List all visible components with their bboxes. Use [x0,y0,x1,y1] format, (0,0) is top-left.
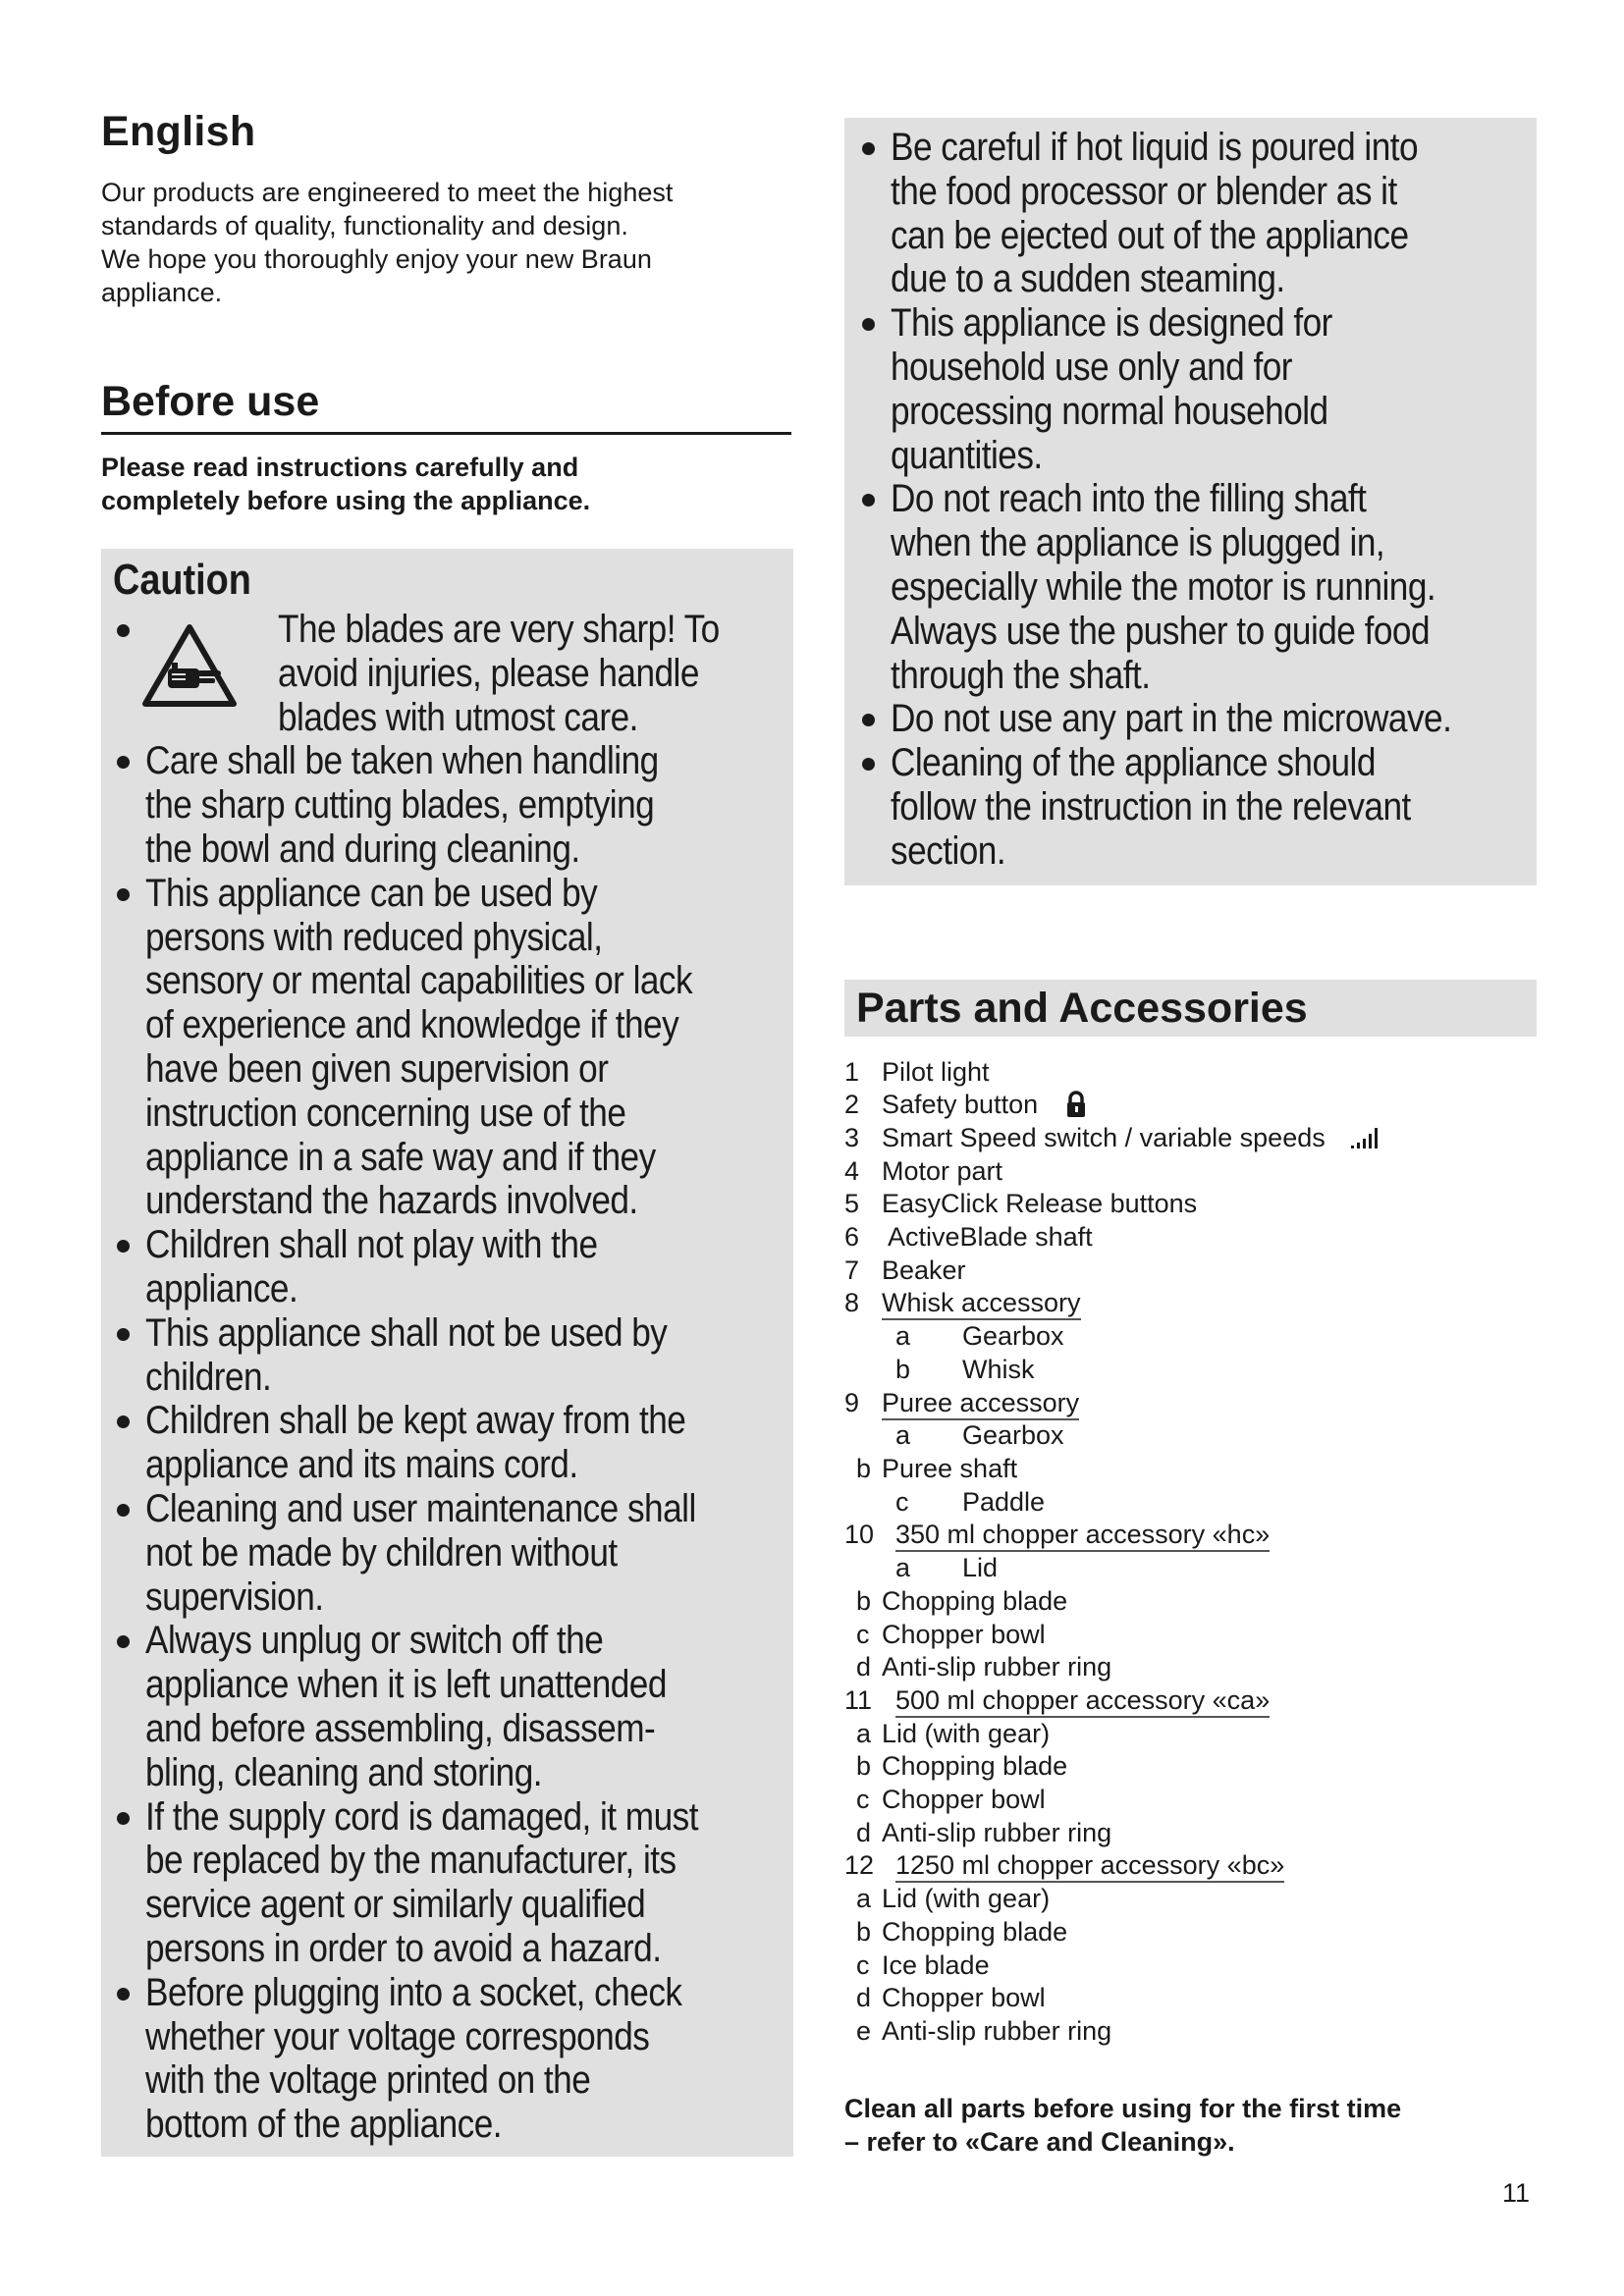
part-label: Chopper bowl [882,1619,1046,1649]
caution-line: service agent or similarly qualified [145,1883,646,1927]
part-item [844,1651,1537,1684]
part-sub-letter: c [856,1619,870,1649]
part-label: Ice blade [882,1949,990,1980]
intro-line: We hope you thoroughly enjoy your new Braun [101,244,652,274]
part-number: 9 [844,1387,860,1417]
part-label: Lid (with gear) [882,1884,1051,1914]
part-label: Anti-slip rubber ring [882,2015,1112,2046]
caution-line: especially while the motor is running. [891,564,1436,609]
part-label: Chopper bowl [882,1983,1046,2013]
part-item [844,2015,1537,2049]
caution-line: whether your voltage corresponds [145,2014,650,2058]
caution-line: Cleaning of the appliance should [891,741,1376,785]
caution-line: children. [145,1355,272,1399]
part-label: 500 ml chopper accessory «ca» [895,1685,1270,1718]
caution-item [113,1795,784,1971]
caution-line: appliance when it is left unattended [145,1663,667,1707]
part-item [844,1089,1537,1122]
part-label: Chopper bowl [882,1785,1046,1815]
speed-bars-icon [1351,1126,1382,1149]
part-sub-letter: a [895,1553,911,1583]
part-label: Chopping blade [882,1585,1068,1616]
caution-item [113,1399,784,1487]
part-label: Anti-slip rubber ring [882,1652,1112,1682]
note-line: Clean all parts before using for the first time [844,2093,1402,2123]
part-item [844,1585,1537,1619]
part-number: 5 [844,1189,860,1219]
caution-line: This appliance can be used by [145,871,598,915]
part-label: Puree accessory [882,1388,1079,1420]
part-sub-letter: a [856,1884,872,1914]
part-label: Motor part [882,1155,1003,1186]
part-number: 1 [844,1056,860,1087]
part-sub-letter: c [856,1785,870,1815]
part-label: Puree shaft [882,1453,1018,1483]
caution-item [113,1619,784,1794]
note-line: Please read instructions carefully and [101,453,579,482]
part-item [844,1552,1537,1585]
caution-line: follow the instruction in the relevant [891,784,1411,828]
intro-paragraph [101,176,793,309]
caution-item [113,872,784,1223]
caution-line: bling, cleaning and storing. [145,1750,543,1794]
caution-line: processing normal household [891,389,1328,433]
before-use-heading: Before use [101,378,791,435]
caution-line: section. [891,828,1006,873]
part-label: Beaker [882,1255,966,1285]
part-label: Pilot light [882,1056,990,1087]
part-sub-letter: c [856,1949,870,1980]
part-label: 350 ml chopper accessory «hc» [895,1520,1270,1552]
part-item [844,1453,1537,1486]
part-sub-letter: c [895,1486,909,1517]
caution-list [113,608,784,2147]
part-item [844,1320,1537,1354]
part-number: 11 [844,1684,873,1715]
part-label: Anti-slip rubber ring [882,1817,1112,1847]
part-item [844,1255,1537,1288]
caution-line: This appliance is designed for [891,301,1332,346]
part-item [844,1849,1537,1883]
part-label: Paddle [962,1486,1046,1517]
caution-line: Before plugging into a socket, check [145,1970,682,2014]
part-label: Lid (with gear) [882,1718,1051,1748]
caution-item [858,697,1527,741]
caution-line: Children shall not play with the [145,1223,598,1267]
caution-line: have been given supervision or [145,1046,609,1091]
part-item [844,1718,1537,1751]
part-number: 10 [844,1520,875,1550]
caution-item [858,741,1527,873]
caution-item [858,477,1527,697]
part-sub-letter: a [895,1321,911,1352]
part-label: Whisk [962,1354,1035,1384]
page-number: 11 [1502,2178,1531,2208]
part-item [844,1419,1537,1453]
caution-line: instruction concerning use of the [145,1091,626,1135]
part-label: Chopping blade [882,1916,1068,1947]
note-line: – refer to «Care and Cleaning». [844,2126,1235,2157]
caution-bullets [858,126,1527,874]
caution-line: Do not reach into the filling shaft [891,477,1367,521]
parts-list [844,1056,1537,2049]
part-sub-letter: b [856,1751,872,1782]
caution-line: through the shaft. [891,653,1151,697]
caution-line: understand the hazards involved. [145,1179,638,1223]
part-item [844,1287,1537,1320]
before-use-note [101,451,793,517]
part-item [844,1221,1537,1255]
caution-line: can be ejected out of the appliance [891,213,1409,257]
caution-item [113,1311,784,1400]
caution-line: appliance in a safe way and if they [145,1135,656,1179]
caution-line: persons in order to avoid a hazard. [145,1926,662,1970]
caution-line: persons with reduced physical, [145,915,603,959]
part-label: Smart Speed switch / variable speeds [882,1122,1326,1152]
caution-item [113,739,784,871]
caution-line: bottom of the appliance. [145,2103,503,2147]
part-sub-letter: d [856,1817,872,1847]
part-sub-letter: e [856,2015,872,2046]
part-label: 1250 ml chopper accessory «bc» [895,1850,1284,1883]
part-item [844,1883,1537,1916]
part-number: 3 [844,1122,860,1152]
caution-box [101,549,793,2157]
caution-line: Be careful if hot liquid is poured into [891,126,1419,169]
caution-line: the sharp cutting blades, emptying [145,783,655,828]
language-heading: English [101,108,256,155]
part-item [844,1056,1537,1090]
caution-line: not be made by children without [145,1530,618,1575]
caution-line: of experience and knowledge if they [145,1003,679,1047]
caution-line: with the voltage printed on the [145,2058,591,2103]
caution-line: due to a sudden steaming. [891,257,1285,301]
intro-line: appliance. [101,278,223,307]
right-column [844,118,1537,2159]
part-label: Lid [962,1553,999,1583]
note-line: completely before using the appliance. [101,486,591,515]
part-label: Safety button [882,1090,1039,1120]
caution-title: Caution [113,556,251,604]
part-item [844,1817,1537,1850]
caution-item [113,1971,784,2147]
part-label: Gearbox [962,1420,1064,1451]
part-sub-letter: d [856,1983,872,2013]
part-item [844,1519,1537,1552]
caution-bullets [113,739,784,2147]
part-item [844,1982,1537,2015]
part-number: 2 [844,1090,860,1120]
part-sub-letter: b [856,1585,872,1616]
caution-box-continued [844,118,1537,885]
caution-item [858,126,1527,301]
caution-item [113,608,784,739]
part-item [844,1684,1537,1718]
caution-line: avoid injuries, please handle [278,651,699,695]
caution-item [113,1487,784,1619]
caution-item [113,1223,784,1311]
part-sub-letter: b [856,1453,872,1483]
part-sub-letter: d [856,1652,872,1682]
caution-line: If the supply cord is damaged, it must [145,1794,698,1839]
caution-item [858,301,1527,477]
caution-line: supervision. [145,1575,324,1619]
part-number: 12 [844,1850,875,1881]
part-item [844,1949,1537,1983]
part-number: 6 [844,1222,860,1253]
caution-line: appliance. [145,1266,298,1310]
caution-line: quantities. [891,433,1043,477]
intro-line: Our products are engineered to meet the highest [101,178,674,207]
caution-line: be replaced by the manufacturer, its [145,1839,677,1883]
caution-line: Always unplug or switch off the [145,1619,604,1663]
part-item [844,1155,1537,1189]
intro-line: standards of quality, functionality and design. [101,211,628,240]
part-label: ActiveBlade shaft [882,1222,1093,1253]
part-label: Gearbox [962,1321,1064,1352]
caution-line: the food processor or blender as it [891,169,1397,213]
part-sub-letter: b [895,1354,911,1384]
caution-line: Children shall be kept away from the [145,1399,686,1443]
left-column [101,108,793,2157]
caution-line: the bowl and during cleaning. [145,827,580,871]
part-item [844,1122,1537,1155]
caution-line: appliance and its mains cord. [145,1443,578,1487]
caution-line: This appliance shall not be used by [145,1310,668,1355]
caution-line: The blades are very sharp! To [278,608,720,651]
part-item [844,1916,1537,1949]
caution-line: blades with utmost care. [278,695,638,739]
part-item [844,1354,1537,1387]
part-number: 7 [844,1255,860,1285]
part-sub-letter: a [895,1420,911,1451]
caution-line: household use only and for [891,345,1292,389]
caution-line: when the appliance is plugged in, [891,521,1385,565]
part-number: 8 [844,1288,860,1318]
parts-heading: Parts and Accessories [844,980,1537,1037]
caution-line: Care shall be taken when handling [145,739,659,783]
part-item [844,1387,1537,1420]
part-item [844,1750,1537,1784]
warning-triangle-icon [142,623,237,708]
part-number: 4 [844,1155,860,1186]
clean-note [844,2092,1537,2159]
part-sub-letter: a [856,1718,872,1748]
part-item [844,1188,1537,1221]
caution-line: Always use the pusher to guide food [891,609,1431,653]
part-item [844,1784,1537,1817]
part-sub-letter: b [856,1916,872,1947]
lock-icon [1065,1091,1087,1118]
part-label: Whisk accessory [882,1288,1081,1320]
part-label: Chopping blade [882,1751,1068,1782]
caution-line: Cleaning and user maintenance shall [145,1486,696,1530]
caution-line: Do not use any part in the microwave. [891,697,1452,741]
part-item [844,1486,1537,1520]
caution-line: sensory or mental capabilities or lack [145,959,693,1003]
part-item [844,1619,1537,1652]
caution-line: and before assembling, disassem- [145,1706,656,1750]
part-label: EasyClick Release buttons [882,1189,1198,1219]
